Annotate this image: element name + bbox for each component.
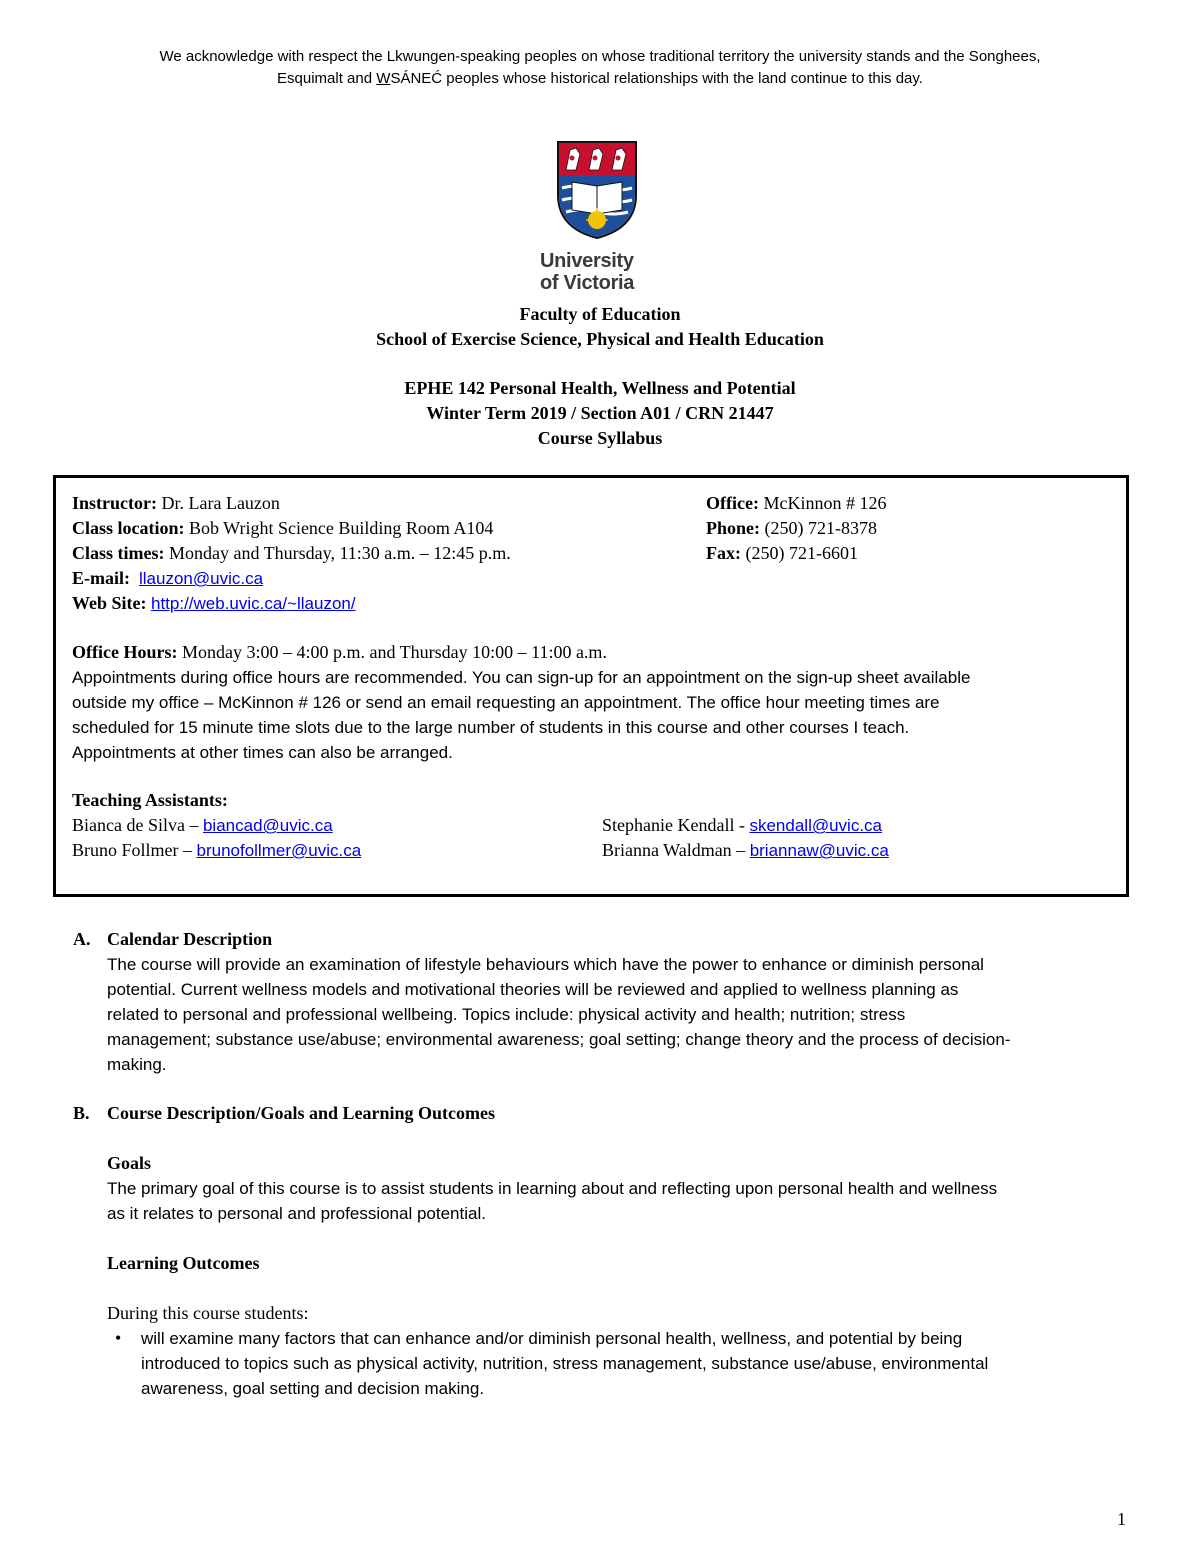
email-row: E-mail: llauzon@uvic.ca [72,568,264,588]
section-b-course-description [73,1101,1133,1401]
ta-item: Bianca de Silva – biancad@uvic.ca [72,815,333,835]
goals-text: The primary goal of this course is to assist students in learning about and reflecting upon personal health and wellness as it relates to personal and professional potential. [107,1179,998,1223]
location-row: Class location: Bob Wright Science Building Room A104 [72,518,494,538]
list-item: • will examine many factors that can enhance and/or diminish personal health, wellness, and potential by being introduced to topics such as physical activity, nutrition, stress management, substance use/abuse, environmental awareness, goal setting and decision making. [141,1326,1133,1401]
wordmark-line-2: of Victoria [540,272,635,294]
ta-heading: Teaching Assistants: [72,790,228,810]
calendar-description-text: The course will provide an examination of lifestyle behaviours which have the power to enhance or diminish personal potential. Current wellness models and motivational theories will be reviewed and applied to wellness planning as related to personal and professional wellbeing. Topics include: physical activity and health; nutrition; stress management; substance use/abuse; environmental awareness; goal setting; change theory and the process of decision- making. [107,955,1011,1074]
appointments-line-2: outside my office – McKinnon # 126 or send an email requesting an appointment. The office hour meeting times are [72,693,940,712]
acknowledgement-line-2: Esquimalt and WSÁNEĆ peoples whose historical relationships with the land continue to this day. [277,70,923,87]
appointments-line-4: Appointments at other times can also be arranged. [72,743,453,762]
section-b-heading: B. Course Description/Goals and Learning Outcomes [73,1103,496,1123]
times-row: Class times: Monday and Thursday, 11:30 a.m. – 12:45 p.m. [72,543,511,563]
instructor-email-link[interactable]: llauzon@uvic.ca [139,569,264,588]
learning-outcomes-heading: Learning Outcomes [107,1253,260,1273]
wordmark-line-1: University [540,250,634,272]
ta-item: Bruno Follmer – brunofollmer@uvic.ca [72,840,362,860]
course-term: Winter Term 2019 / Section A01 / CRN 21447 [426,403,774,423]
info-left-column [72,491,692,616]
land-acknowledgement [40,46,1160,90]
ta-email-link[interactable]: biancad@uvic.ca [202,816,333,835]
course-info-box [53,475,1129,897]
faculty-name: Faculty of Education [519,304,681,324]
course-header [0,302,1200,451]
fax-row: Fax: (250) 721-6601 [706,543,858,563]
goals-heading: Goals [107,1153,152,1173]
office-hours-row: Office Hours: Monday 3:00 – 4:00 p.m. and Thursday 10:00 – 11:00 a.m. [72,642,607,662]
document-title: Course Syllabus [537,428,663,448]
ta-email-link[interactable]: brunofollmer@uvic.ca [196,841,362,860]
course-title: EPHE 142 Personal Health, Wellness and Potential [404,378,796,398]
ta-item: Stephanie Kendall - skendall@uvic.ca [602,815,883,835]
website-row: Web Site: http://web.uvic.ca/~llauzon/ [72,593,356,613]
instructor-website-link[interactable]: http://web.uvic.ca/~llauzon/ [151,594,356,613]
section-a-heading: A. Calendar Description [73,929,273,949]
bullet-icon: • [115,1328,122,1348]
teaching-assistants-block [72,788,1122,863]
ta-list [72,813,1122,863]
ta-email-link[interactable]: skendall@uvic.ca [749,816,883,835]
acknowledgement-line-1: We acknowledge with respect the Lkwungen-speaking peoples on whose traditional territory the university stands and the Songhees, [159,48,1041,65]
phone-row: Phone: (250) 721-8378 [706,518,877,538]
office-hours-block [72,640,1122,765]
appointments-line-1: Appointments during office hours are recommended. You can sign-up for an appointment on the sign-up sheet available [72,668,971,687]
school-name: School of Exercise Science, Physical and Health Education [376,329,824,349]
info-right-column [706,491,1106,566]
university-crest-icon [556,140,638,240]
instructor-row: Instructor: Dr. Lara Lauzon [72,493,280,513]
ta-email-link[interactable]: briannaw@uvic.ca [749,841,889,860]
ta-item: Brianna Waldman – briannaw@uvic.ca [602,840,889,860]
university-wordmark [540,250,670,294]
section-a-calendar-description [73,927,1133,1077]
page-number: 1 [1117,1509,1126,1529]
outcomes-intro: During this course students: [107,1303,309,1323]
office-row: Office: McKinnon # 126 [706,493,887,513]
appointments-line-3: scheduled for 15 minute time slots due to the large number of students in this course and other courses I teach. [72,718,910,737]
